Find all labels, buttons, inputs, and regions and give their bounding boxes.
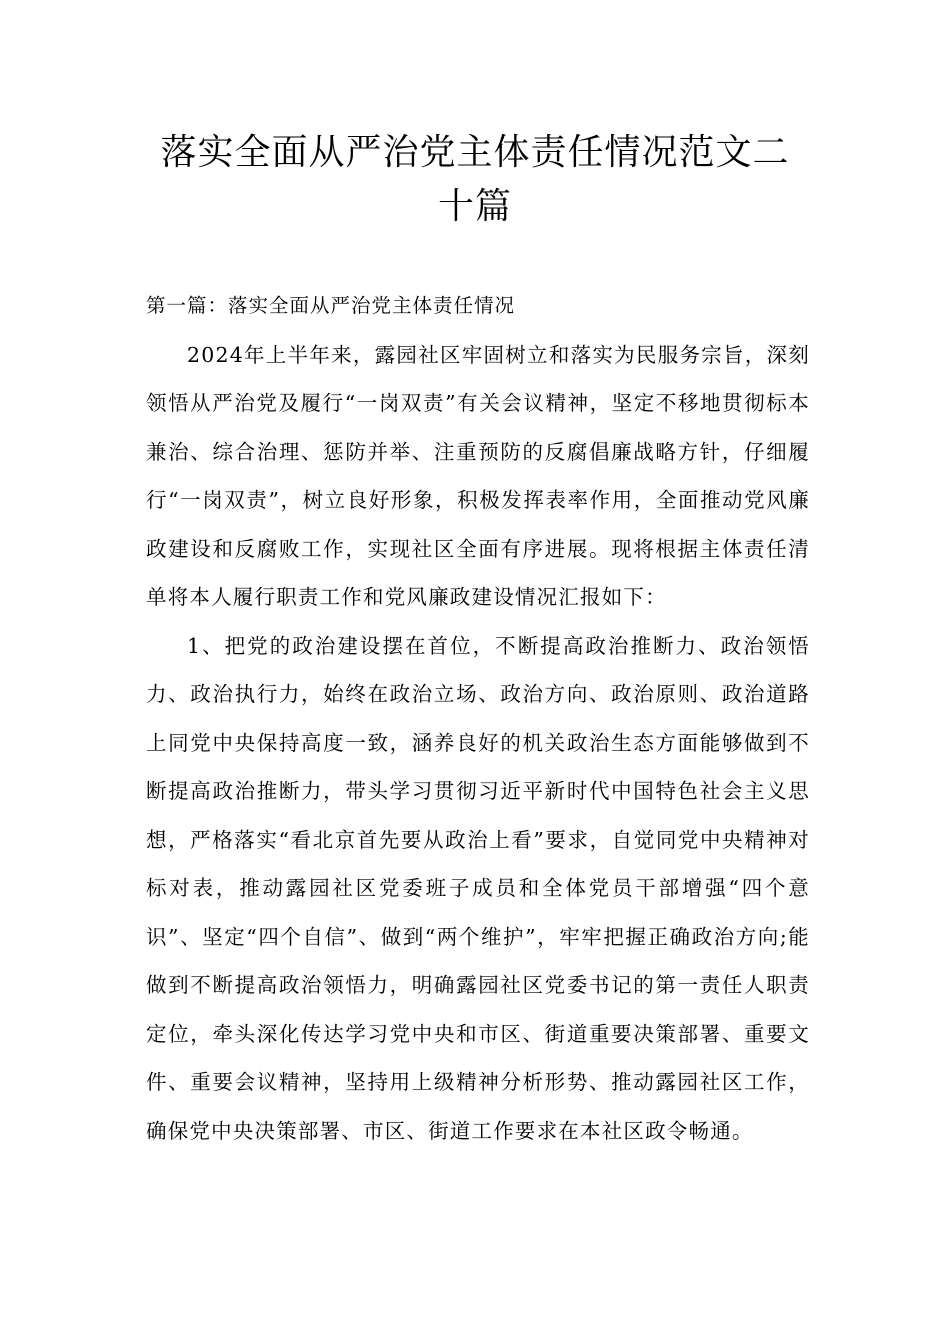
document-title-line-1: 落实全面从严治党主体责任情况范文二 — [160, 132, 790, 173]
paragraph-item-1: 1、把党的政治建设摆在首位，不断提高政治推断力、政治领悟力、政治执行力，始终在政治立场、政治方向、政治原则、政治道路上同党中央保持高度一致，涵养良好的机关政治生态方面能够做到不断提高政治推断力，带头学习贯彻习近平新时代中国特色社会主义思想，严格落实“看北京首先要从政治上看”要求，自觉同党中央精神对标对表，推动露园社区党委班子成员和全体党员干部增强“四个意识”、坚定“四个自信”、做到“两个维护”，牢牢把握正确政治方向;能做到不断提高政治领悟力，明确露园社区党委书记的第一责任人职责定位，牵头深化传达学习党中央和市区、街道重要决策部署、重要文件、重要会议精神，坚持用上级精神分析形势、推动露园社区工作，确保党中央决策部署、市区、街道工作要求在本社区政令畅通。 — [146, 633, 810, 1143]
document-title-line-2: 十篇 — [437, 186, 512, 227]
paragraph-intro: 2024年上半年来，露园社区牢固树立和落实为民服务宗旨，深刻领悟从严治党及履行“一岗双责”有关会议精神，坚定不移地贯彻标本兼治、综合治理、惩防并举、注重预防的反腐倡廉战略方针，仔细履行“一岗双责”，树立良好形象，积极发挥表率作用，全面推动党风廉政建设和反腐败工作，实现社区全面有序进展。现将根据主体责任清单将本人履行职责工作和党风廉政建设情况汇报如下： — [146, 342, 810, 609]
document-body — [146, 282, 810, 1155]
document-title — [100, 126, 850, 234]
section-heading: 第一篇：落实全面从严治党主体责任情况 — [146, 294, 516, 317]
